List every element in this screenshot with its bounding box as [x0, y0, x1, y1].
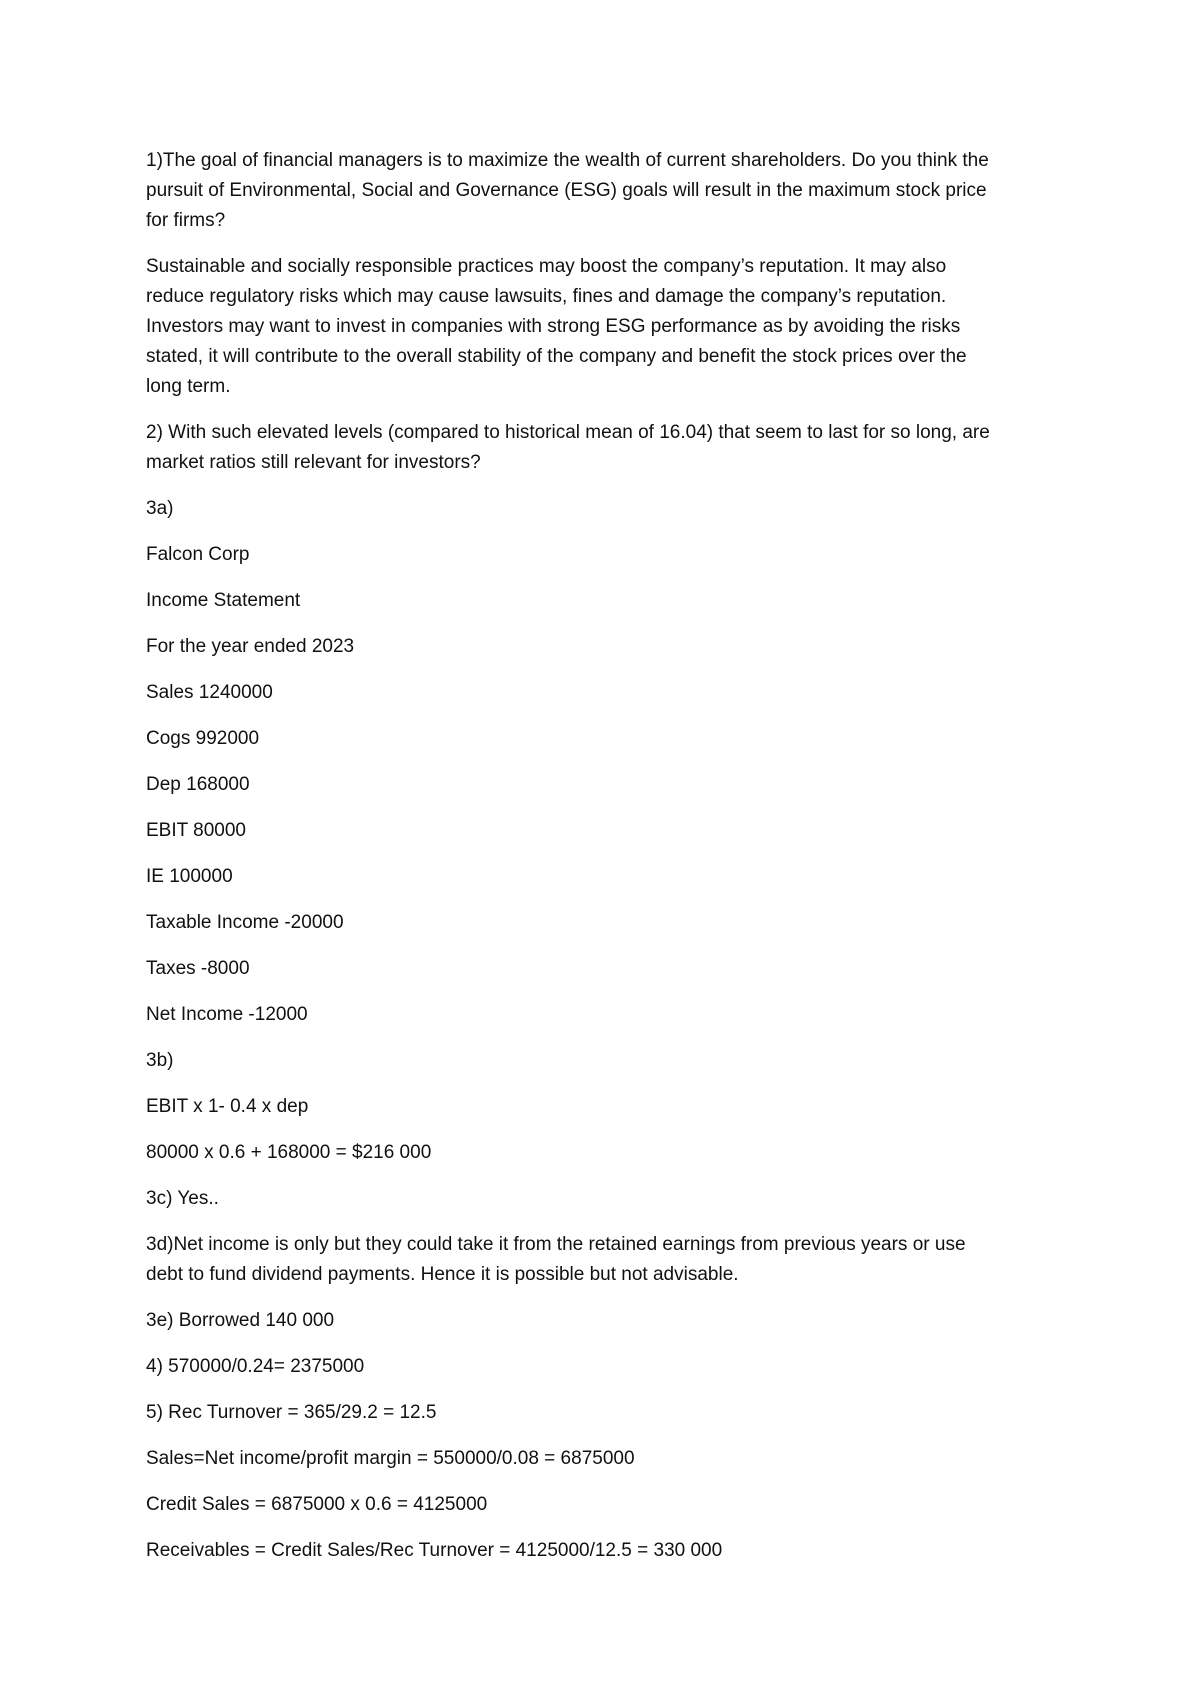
text-line: Sales=Net income/profit margin = 550000/0.08 = 6875000: [146, 1448, 635, 1469]
text-line: Taxable Income -20000: [146, 912, 344, 933]
answer-3c: [146, 1184, 1066, 1214]
text-line: 4) 570000/0.24= 2375000: [146, 1356, 365, 1377]
line-item-sales: [146, 678, 1066, 708]
answer-5-credit-sales: [146, 1490, 1066, 1520]
ocf-calculation: [146, 1138, 1066, 1168]
text-line: for firms?: [146, 210, 226, 231]
question-3a-label: [146, 494, 1066, 524]
answer-4: [146, 1352, 1066, 1382]
text-line: stated, it will contribute to the overall stability of the company and benefit the stock prices over the: [146, 346, 967, 367]
question-3b-label: [146, 1046, 1066, 1076]
ocf-formula: [146, 1092, 1066, 1122]
answer-3e: [146, 1306, 1066, 1336]
line-item-dep: [146, 770, 1066, 800]
answer-3d: [146, 1230, 1066, 1290]
text-line: 80000 x 0.6 + 168000 = $216 000: [146, 1142, 432, 1163]
line-item-net-income: [146, 1000, 1066, 1030]
text-line: pursuit of Environmental, Social and Governance (ESG) goals will result in the maximum stock price: [146, 180, 987, 201]
text-line: Dep 168000: [146, 774, 250, 795]
text-line: 5) Rec Turnover = 365/29.2 = 12.5: [146, 1402, 437, 1423]
text-line: For the year ended 2023: [146, 636, 355, 657]
text-line: 1)The goal of financial managers is to maximize the wealth of current shareholders. Do you think the: [146, 150, 989, 171]
line-item-taxes: [146, 954, 1066, 984]
answer-5-turnover: [146, 1398, 1066, 1428]
text-line: Credit Sales = 6875000 x 0.6 = 4125000: [146, 1494, 488, 1515]
text-line: Net Income -12000: [146, 1004, 308, 1025]
text-line: 3a): [146, 498, 174, 519]
document-body: [146, 146, 1066, 1582]
text-line: Income Statement: [146, 590, 301, 611]
text-line: EBIT 80000: [146, 820, 247, 841]
answer-1: [146, 252, 1066, 402]
text-line: Cogs 992000: [146, 728, 260, 749]
statement-period: [146, 632, 1066, 662]
question-1: [146, 146, 1066, 236]
line-item-ebit: [146, 816, 1066, 846]
text-line: Sustainable and socially responsible practices may boost the company’s reputation. It may also: [146, 256, 947, 277]
line-item-taxable-income: [146, 908, 1066, 938]
text-line: long term.: [146, 376, 231, 397]
text-line: Receivables = Credit Sales/Rec Turnover = 4125000/12.5 = 330 000: [146, 1540, 723, 1561]
company-name: [146, 540, 1066, 570]
text-line: Investors may want to invest in companies with strong ESG performance as by avoiding the risks: [146, 316, 961, 337]
text-line: Sales 1240000: [146, 682, 273, 703]
line-item-ie: [146, 862, 1066, 892]
text-line: EBIT x 1- 0.4 x dep: [146, 1096, 309, 1117]
answer-5-sales: [146, 1444, 1066, 1474]
text-line: Falcon Corp: [146, 544, 250, 565]
text-line: 2) With such elevated levels (compared to historical mean of 16.04) that seem to last for so long, are: [146, 422, 990, 443]
line-item-cogs: [146, 724, 1066, 754]
text-line: 3c) Yes..: [146, 1188, 219, 1209]
text-line: debt to fund dividend payments. Hence it is possible but not advisable.: [146, 1264, 739, 1285]
answer-5-receivables: [146, 1536, 1066, 1566]
text-line: reduce regulatory risks which may cause lawsuits, fines and damage the company’s reputation.: [146, 286, 947, 307]
question-2: [146, 418, 1066, 478]
text-line: 3d)Net income is only but they could take it from the retained earnings from previous years or use: [146, 1234, 966, 1255]
text-line: Taxes -8000: [146, 958, 250, 979]
statement-title: [146, 586, 1066, 616]
text-line: 3e) Borrowed 140 000: [146, 1310, 335, 1331]
text-line: 3b): [146, 1050, 174, 1071]
text-line: market ratios still relevant for investors?: [146, 452, 481, 473]
text-line: IE 100000: [146, 866, 233, 887]
